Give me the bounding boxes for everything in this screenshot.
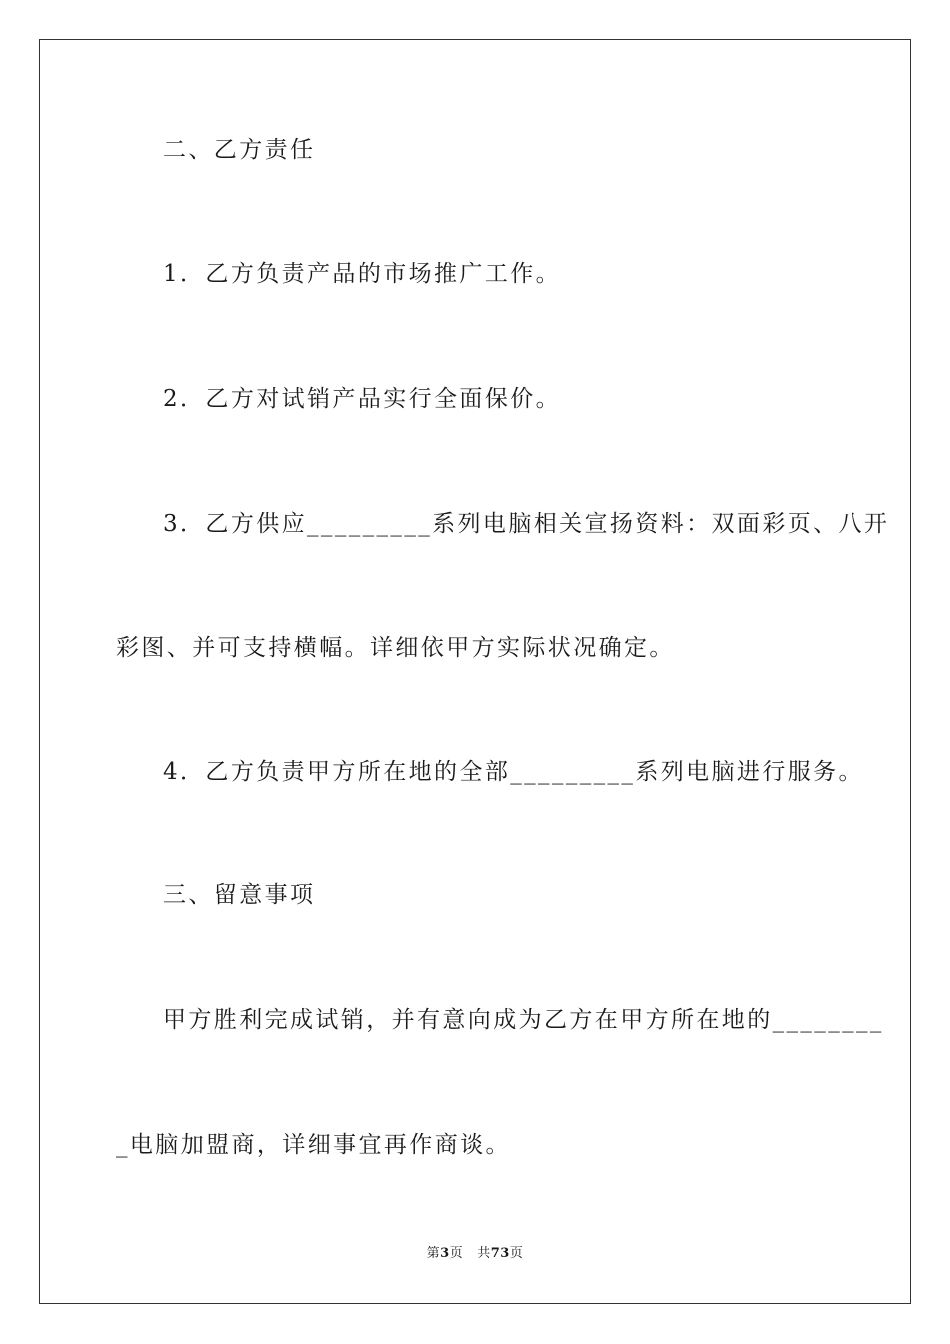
footer-total-pages: 73 [490,1246,510,1261]
footer-current-page: 3 [440,1246,450,1261]
clause-3-line-1: 3．乙方供应_________系列电脑相关宣扬资料：双面彩页、八开 [163,511,890,537]
clause-3-line-2: 彩图、并可支持横幅。详细依甲方实际状况确定。 [116,635,675,661]
clause-2: 2．乙方对试销产品实行全面保价。 [163,386,562,412]
notes-paragraph-line-1: 甲方胜利完成试销，并有意向成为乙方在甲方所在地的________ [163,1007,884,1033]
footer-total-prefix: 共 [477,1246,491,1261]
clause-4: 4．乙方负责甲方所在地的全部_________系列电脑进行服务。 [163,759,864,785]
notes-paragraph-line-2: _电脑加盟商，详细事宜再作商谈。 [116,1132,511,1158]
footer-prefix: 第 [426,1246,441,1261]
footer-total-suffix: 页 [509,1246,524,1261]
clause-1: 1．乙方负责产品的市场推广工作。 [163,261,562,287]
section-heading-party-b-responsibilities: 二、乙方责任 [163,137,316,163]
page-border [39,39,911,1304]
section-heading-notes: 三、留意事项 [163,882,316,908]
page-footer [0,1245,950,1263]
footer-page-suffix: 页 [449,1246,464,1261]
